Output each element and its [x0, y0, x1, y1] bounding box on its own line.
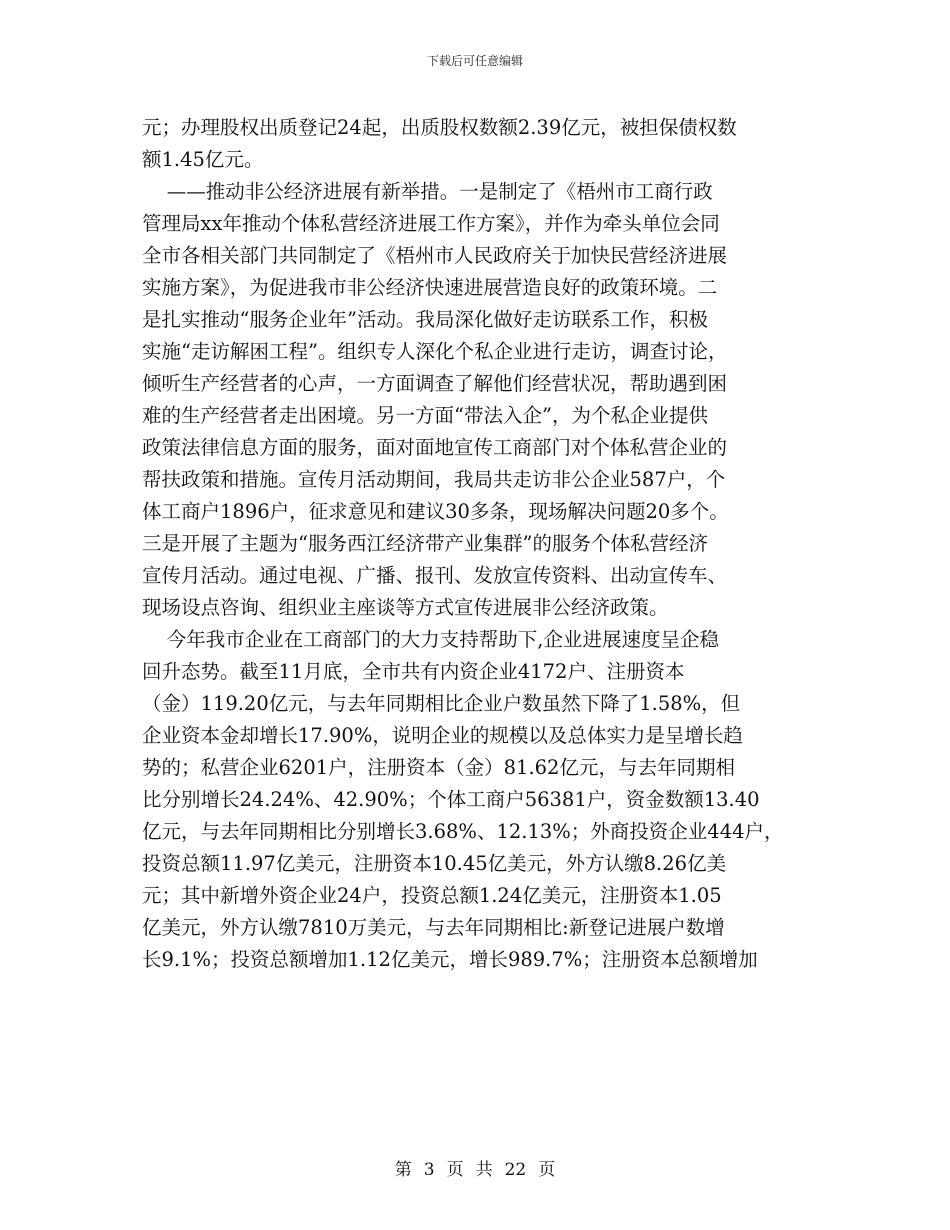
text-line: 长9.1%；投资总额增加1.12亿美元，增长989.7%；注册资本总额增加	[142, 948, 758, 971]
text-line: 三是开展了主题为“服务西江经济带产业集群”的服务个体私营经济	[142, 532, 708, 555]
text-line: 企业资本金却增长17.90%，说明企业的规模以及总体实力是呈增长趋	[142, 724, 743, 747]
text-line: 帮扶政策和措施。宣传月活动期间，我局共走访非公企业587户，个	[142, 468, 726, 491]
text-line: 元；办理股权出质登记24起，出质股权数额2.39亿元，被担保债权数	[142, 116, 737, 139]
text-line: 管理局xx年推动个体私营经济进展工作方案》，并作为牵头单位会同	[142, 212, 720, 235]
text-line: （金）119.20亿元，与去年同期相比企业户数虽然下降了1.58%，但	[142, 692, 741, 715]
text-line: 现场设点咨询、组织业主座谈等方式宣传进展非公经济政策。	[142, 596, 669, 619]
text-line: 是扎实推动“服务企业年”活动。我局深化做好走访联系工作，积极	[142, 308, 708, 331]
text-line: 势的；私营企业6201户，注册资本（金）81.62亿元，与去年同期相	[142, 756, 735, 779]
page-header: 下载后可任意编辑	[426, 54, 523, 68]
text-line: 回升态势。截至11月底，全市共有内资企业4172户、注册资本	[142, 660, 685, 683]
text-line: 实施“走访解困工程”。组织专人深化个私企业进行走访，调查讨论，	[142, 340, 728, 363]
footer-ye-2: 页	[538, 1160, 556, 1180]
text-line: 元；其中新增外资企业24户，投资总额1.24亿美元，注册资本1.05	[142, 884, 722, 907]
text-line: 难的生产经营者走出困境。另一方面“带法入企”，为个私企业提供	[142, 404, 708, 427]
text-line: ——推动非公经济进展有新举措。一是制定了《梧州市工商行政	[142, 180, 713, 203]
footer-gong: 共	[475, 1160, 493, 1180]
document-body	[142, 112, 812, 976]
text-line: 体工商户1896户，征求意见和建议30多条，现场解决问题20多个。	[142, 500, 729, 523]
text-line: 政策法律信息方面的服务，面对面地宣传工商部门对个体私营企业的	[142, 436, 728, 459]
text-line: 比分别增长24.24%、42.90%；个体工商户56381户，资金数额13.40	[142, 788, 760, 811]
page-footer	[0, 1155, 950, 1180]
text-line: 倾听生产经营者的心声，一方面调查了解他们经营状况，帮助遇到困	[142, 372, 728, 395]
text-line: 宣传月活动。通过电视、广播、报刊、发放宣传资料、出动宣传车、	[142, 564, 728, 587]
text-line: 投资总额11.97亿美元，注册资本10.45亿美元，外方认缴8.26亿美	[142, 852, 727, 875]
text-line: 亿美元，外方认缴7810万美元，与去年同期相比:新登记进展户数增	[142, 916, 725, 939]
footer-ye: 页	[446, 1160, 464, 1180]
text-line: 今年我市企业在工商部门的大力支持帮助下,企业进展速度呈企稳	[142, 628, 719, 651]
text-line: 实施方案》，为促进我市非公经济快速进展营造良好的政策环境。二	[142, 276, 718, 299]
footer-page-number: 3	[423, 1160, 435, 1180]
text-line: 全市各相关部门共同制定了《梧州市人民政府关于加快民营经济进展	[142, 244, 728, 267]
text-line: 额1.45亿元。	[142, 148, 264, 171]
footer-di: 第	[394, 1160, 412, 1180]
text-line: 亿元，与去年同期相比分别增长3.68%、12.13%；外商投资企业444户，	[142, 820, 784, 843]
footer-total-pages: 22	[504, 1160, 527, 1180]
